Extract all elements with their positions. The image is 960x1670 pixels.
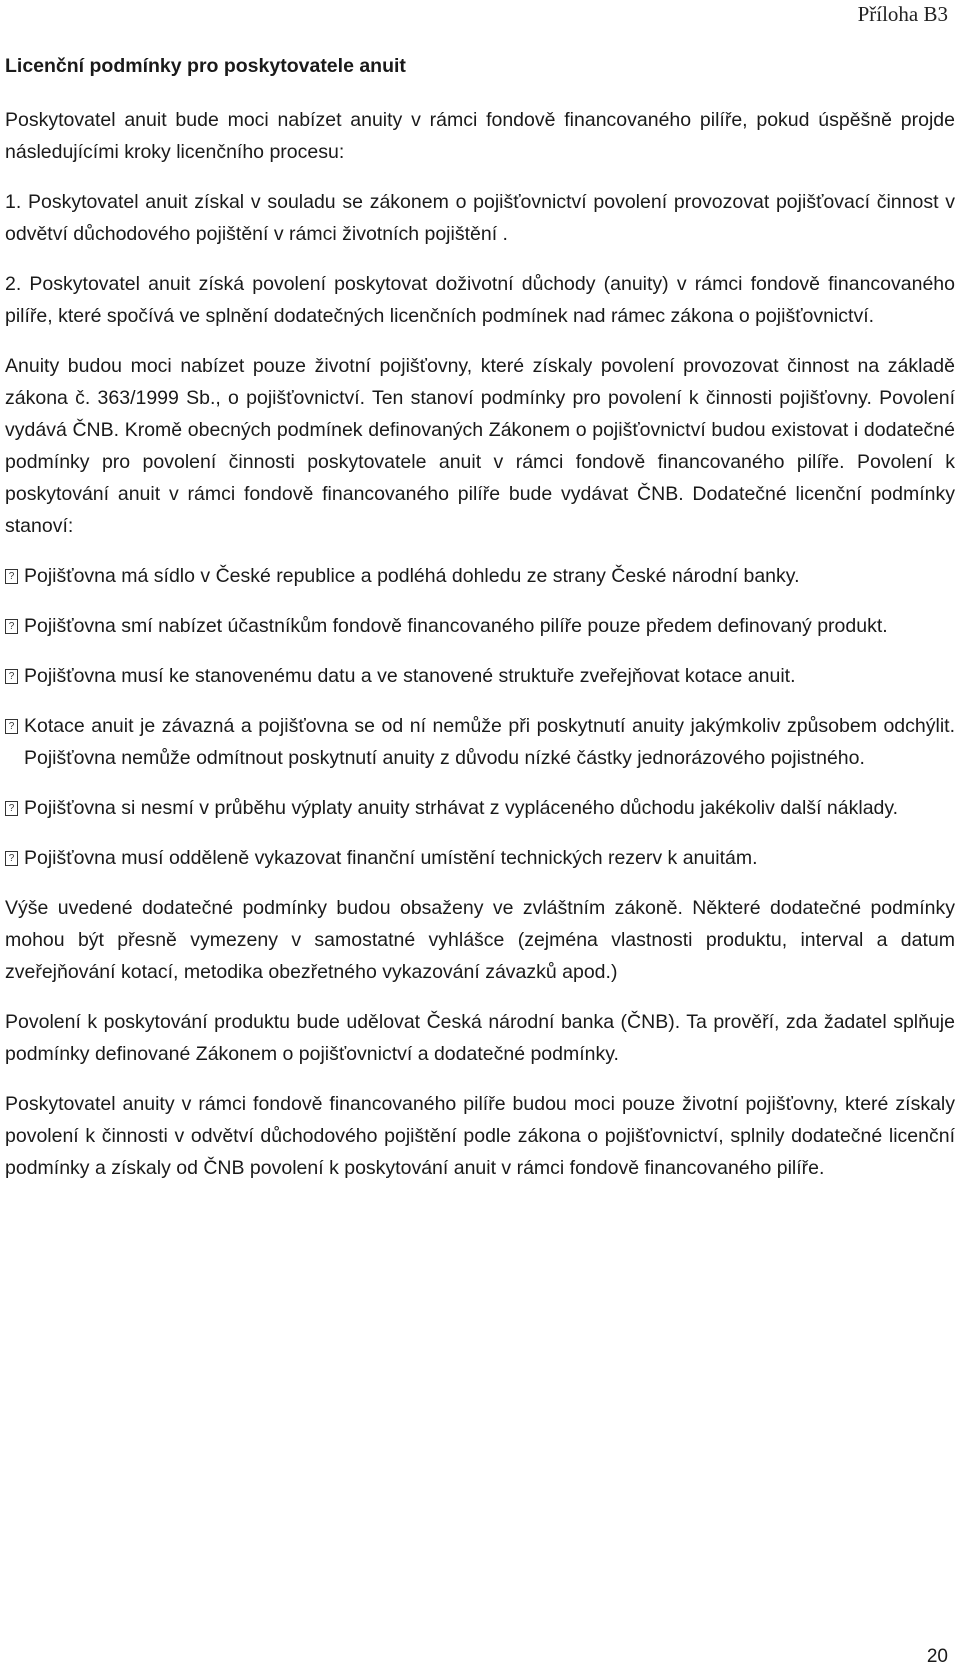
conditions-intro-paragraph: Anuity budou moci nabízet pouze životní pojišťovny, které získaly povolení provozovat činnost na základě zákona č. 363/1999 Sb., o pojišťovnictví. Ten stanoví podmínky pro povolení k činnosti pojišťovny. Povolení vydává ČNB. Kromě obecných podmínek definovaných Zákonem o pojišťovnictví budou existovat i dodatečné podmínky pro povolení činnosti poskytovatele anuit v rámci fondově financovaného pilíře. Povolení k poskytování anuit v rámci fondově financovaného pilíře bude vydávat ČNB. Dodatečné licenční podmínky stanoví: bbox=[5, 355, 955, 537]
bullet-text: Pojišťovna musí odděleně vykazovat finanční umístění technických rezerv k anuitám. bbox=[24, 847, 758, 869]
intro-paragraph: Poskytovatel anuit bude moci nabízet anuity v rámci fondově financovaného pilíře, pokud úspěšně projde následujícími kroky licenčního procesu: bbox=[5, 109, 955, 163]
bullet-text: Pojišťovna má sídlo v České republice a podléhá dohledu ze strany České národní banky. bbox=[24, 565, 800, 587]
bullet-item bbox=[5, 610, 955, 642]
closing-paragraph-1: Výše uvedené dodatečné podmínky budou obsaženy ve zvláštním zákoně. Některé dodatečné podmínky mohou být přesně vymezeny v samostatné vyhlášce (zejména vlastnosti produktu, interval a datum zveřejňování kotací, metodika obezřetného vykazování závazků apod.) bbox=[5, 897, 955, 983]
page-number: 20 bbox=[926, 1646, 948, 1667]
bullet-text: Kotace anuit je závazná a pojišťovna se od ní nemůže při poskytnutí anuity jakýmkoliv způsobem odchýlit. Pojišťovna nemůže odmítnout poskytnutí anuity z důvodu nízké částky jednorázového pojistného. bbox=[24, 715, 955, 769]
section-title: Licenční podmínky pro poskytovatele anuit bbox=[5, 55, 406, 77]
bullet-text: Pojišťovna si nesmí v průběhu výplaty anuity strhávat z vypláceného důchodu jakékoliv další náklady. bbox=[24, 797, 899, 819]
bullet-item bbox=[5, 842, 955, 874]
missing-glyph-icon: ? bbox=[5, 801, 18, 816]
annex-label: Příloha B3 bbox=[857, 2, 948, 26]
missing-glyph-icon: ? bbox=[5, 851, 18, 866]
bullet-text: Pojišťovna musí ke stanovenému datu a ve stanovené struktuře zveřejňovat kotace anuit. bbox=[24, 665, 796, 687]
missing-glyph-icon: ? bbox=[5, 719, 18, 734]
closing-paragraph-3: Poskytovatel anuity v rámci fondově financovaného pilíře budou moci pouze životní pojišťovny, které získaly povolení k činnosti v odvětví důchodového pojištění podle zákona o pojišťovnictví, splnily dodatečné licenční podmínky a získaly od ČNB povolení k poskytování anuit v rámci fondově financovaného pilíře. bbox=[5, 1093, 955, 1179]
missing-glyph-icon: ? bbox=[5, 669, 18, 684]
closing-paragraph-2: Povolení k poskytování produktu bude udělovat Česká národní banka (ČNB). Ta prověří, zda žadatel splňuje podmínky definované Zákonem o pojišťovnictví a dodatečné podmínky. bbox=[5, 1011, 955, 1065]
bullet-text: Pojišťovna smí nabízet účastníkům fondově financovaného pilíře pouze předem definovaný produkt. bbox=[24, 615, 888, 637]
bullet-item bbox=[5, 792, 955, 824]
bullet-item bbox=[5, 660, 955, 692]
bullet-item bbox=[5, 710, 955, 774]
document-body bbox=[5, 50, 955, 1202]
missing-glyph-icon: ? bbox=[5, 619, 18, 634]
missing-glyph-icon: ? bbox=[5, 569, 18, 584]
step-paragraph-1: 1. Poskytovatel anuit získal v souladu se zákonem o pojišťovnictví povolení provozovat pojišťovací činnost v odvětví důchodového pojištění v rámci životních pojištění . bbox=[5, 191, 955, 245]
bullet-item bbox=[5, 560, 955, 592]
step-paragraph-2: 2. Poskytovatel anuit získá povolení poskytovat doživotní důchody (anuity) v rámci fondově financovaného pilíře, které spočívá ve splnění dodatečných licenčních podmínek nad rámec zákona o pojišťovnictví. bbox=[5, 273, 955, 327]
